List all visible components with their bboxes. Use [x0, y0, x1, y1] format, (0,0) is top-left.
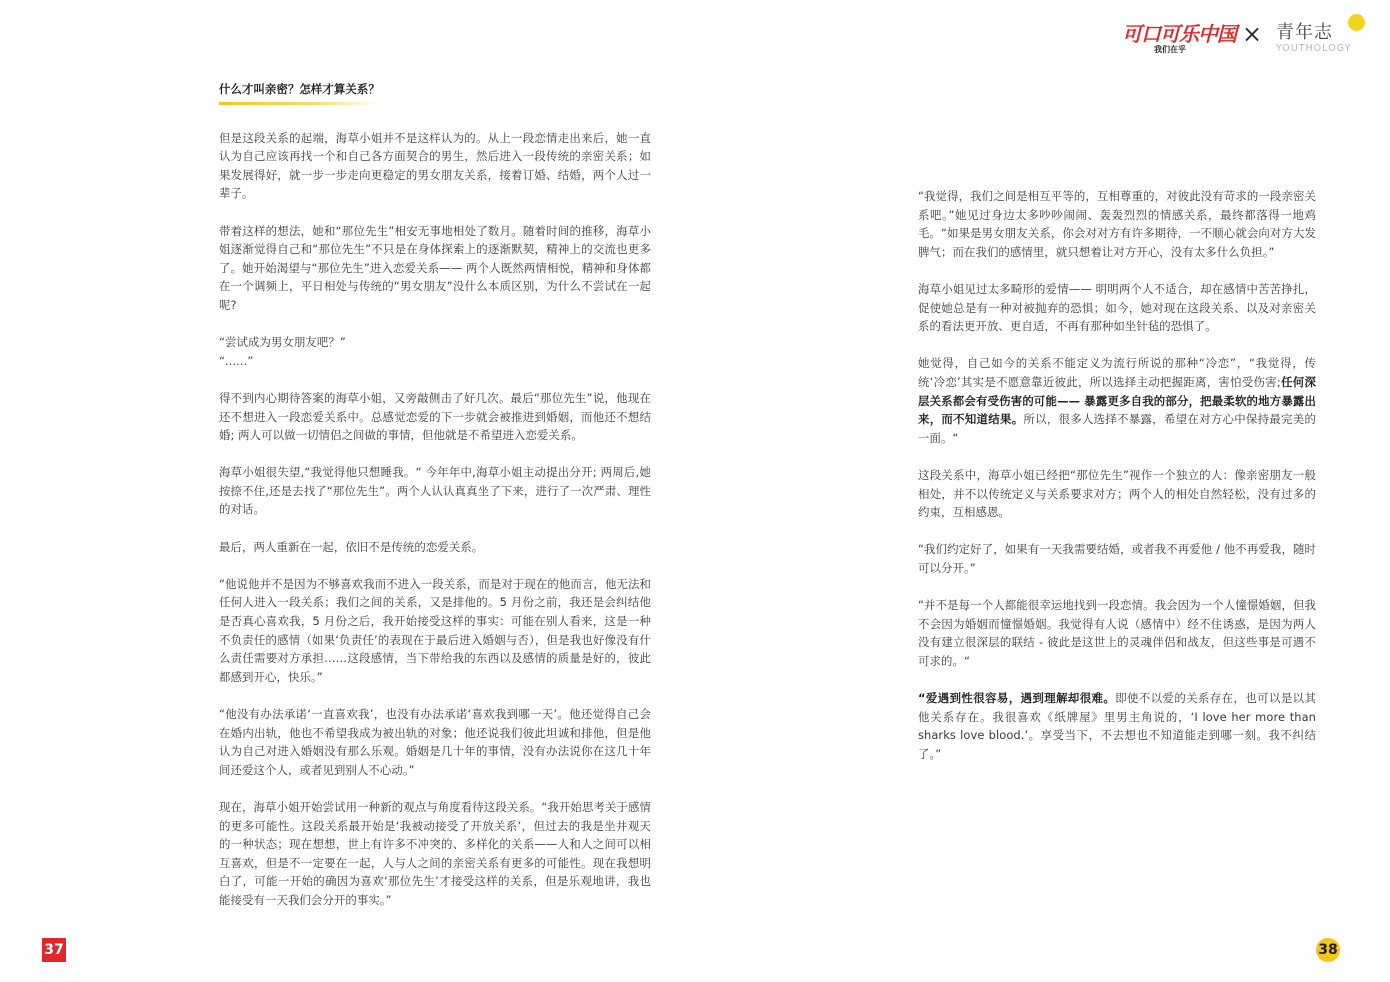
- paragraph: “并不是每一个人都能很幸运地找到一段恋情。我会因为一个人憧憬婚姻，但我不会因为婚姻而憧憬婚姻。我觉得有人说（感情中）经不住诱惑，是因为两人没有建立很深层的联结 - 彼此是这世上的灵魂伴侣和战友，但这些事是可遇不可求的。“: [918, 598, 1316, 668]
- paragraph: 得不到内心期待答案的海草小姐，又旁敲侧击了好几次。最后“那位先生”说，他现在还不想进入一段恋爱关系中。总感觉恋爱的下一步就会被推进到婚姻，而他还不想结婚; 两人可以做一切情侣之间做的事情，但他就是不希望进入恋爱关系。: [219, 390, 651, 443]
- paragraph: 带着这样的想法，她和“那位先生”相安无事地相处了数月。随着时间的推移，海草小姐逐渐觉得自己和“那位先生”不只是在身体探索上的逐渐默契，精神上的交流也更多了。她开始渴望与“那位先生”进入恋爱关系—— 两个人既然两情相悦，精神和身体都在一个调频上，平日相处与传统的“男女朋友”没什么本质区别，为什么不尝试在一起呢?: [219, 223, 651, 312]
- paragraph: [918, 689, 1316, 763]
- text-run: 她觉得，自己如今的关系不能定义为流行所说的那种“冷恋”，“我觉得，传统‘冷恋’其实是不愿意靠近彼此，所以选择主动把握距离，害怕受伤害;: [918, 356, 1316, 389]
- paragraph: “尝试成为男女朋友吧？” “......”: [219, 335, 346, 368]
- paragraph: 最后，两人重新在一起，依旧不是传统的恋爱关系。: [219, 539, 484, 554]
- title-underline: [219, 102, 379, 105]
- paragraph: “他说他并不是因为不够喜欢我而不进入一段关系，而是对于现在的他而言，他无法和任何人进入一段关系；我们之间的关系，又是排他的。5 月份之前，我还是会纠结他是否真心喜欢我，5 月份之后，我开始接受这样的事实：可能在别人看来，这是一种不负责任的感情（如果‘负责任’的表现在于最后进入婚姻与否），但是我也好像没有什么责任需要对方承担……这段感情，当下带给我的东西以及感情的质量是好的，彼此都感到开心，快乐。”: [219, 576, 651, 684]
- brand-header: [1118, 14, 1368, 58]
- paragraph: 现在，海草小姐开始尝试用一种新的观点与角度看待这段关系。“我开始思考关于感情的更多可能性。这段关系最开始是‘我被动接受了开放关系’，但过去的我是坐井观天的一种状态；现在想想，世上有许多不冲突的、多样化的关系——人和人之间可以相互喜欢，但是不一定要在一起，人与人之间的亲密关系有更多的可能性。现在我想明白了，可能一开始的确因为喜欢‘那位先生’才接受这样的关系，但是乐观地讲，我也能接受有一天我们会分开的事实。”: [219, 799, 651, 907]
- section-title-text: 什么才叫亲密？怎样才算关系？: [219, 82, 380, 96]
- right-page-column: [918, 187, 1316, 782]
- paragraph: 海草小姐见过太多畸形的爱情—— 明明两个人不适合，却在感情中苦苦挣扎，促使她总是有一种对被抛弃的恐惧；如今，她对现在这段关系、以及对亲密关系的看法更开放、更自适，不再有那种如坐针毡的恐惧了。: [918, 281, 1316, 334]
- left-page-column: [219, 80, 651, 928]
- youthology-logo: 青年志: [1276, 22, 1333, 43]
- paragraph: 但是这段关系的起端，海草小姐并不是这样认为的。从上一段恋情走出来后，她一直认为自己应该再找一个和自己各方面契合的男生，然后进入一段传统的亲密关系；如果发展得好，就一步一步走向更稳定的男女朋友关系，接着订婚、结婚，两个人过一辈子。: [219, 130, 651, 201]
- text-run: 即使不以爱的关系存在，也可以是以其他关系存在。我很喜欢《纸牌屋》里男主角说的，‘I love her more than sharks love blood.’。享受当下，不去想也不知道能走到哪一刻。我不纠结了。”: [918, 691, 1316, 761]
- paragraph: 这段关系中，海草小姐已经把“那位先生”视作一个独立的人：像亲密朋友一般相处，并不以传统定义与关系要求对方；两个人的相处自然轻松，没有过多的约束，互相感恩。: [918, 467, 1316, 520]
- bold-emphasis: 任何深层关系都会有受伤害的可能—— 暴露更多自我的部分，把最柔软的地方暴露出来，而不知道结果。: [918, 374, 1316, 427]
- cross-mark: ×: [1242, 20, 1263, 48]
- paragraph: 海草小姐很失望,“我觉得他只想睡我。“ 今年年中,海草小姐主动提出分开; 两周后,她按捺不住,还是去找了“那位先生”。两个人认认真真坐了下来，进行了一次严肃、理性的对话。: [219, 465, 651, 517]
- bold-emphasis: “爱遇到性很容易，遇到理解却很难。: [918, 691, 1116, 706]
- text-run: 所以，很多人选择不暴露，希望在对方心中保持最完美的一面。“: [918, 412, 1316, 445]
- page-number-left: 37: [42, 938, 66, 962]
- paragraph: [918, 354, 1316, 447]
- youthology-logo-en: YOUTHOLOGY: [1276, 43, 1352, 54]
- youthology-dot-icon: [1348, 14, 1365, 31]
- coca-cola-logo: 可口可乐中国: [1122, 22, 1236, 46]
- paragraph: “我觉得，我们之间是相互平等的，互相尊重的，对彼此没有苛求的一段亲密关系吧。”她见过身边太多吵吵闹闹、轰轰烈烈的情感关系，最终都落得一地鸡毛。“如果是男女朋友关系，你会对对方有许多期待，一不顺心就会向对方大发脾气；而在我们的感情里，就只想着让对方开心，没有太多什么负担。”: [918, 189, 1316, 259]
- section-title: [219, 80, 651, 105]
- paragraph: “我们约定好了，如果有一天我需要结婚，或者我不再爱他 / 他不再爱我，随时可以分开。”: [918, 542, 1316, 575]
- page-number-right: 38: [1316, 938, 1340, 962]
- coca-cola-tagline: 我们在乎: [1154, 45, 1186, 54]
- paragraph: “他没有办法承诺‘一直喜欢我’，也没有办法承诺‘喜欢我到哪一天’。他还觉得自己会在婚内出轨，他也不希望我成为被出轨的对象；他还说我们彼此坦诚和排他，但是他认为自己对进入婚姻没有那么乐观。婚姻是几十年的事情，没有办法说你在这几十年间还爱这个人，或者见到别人不心动。”: [219, 707, 651, 777]
